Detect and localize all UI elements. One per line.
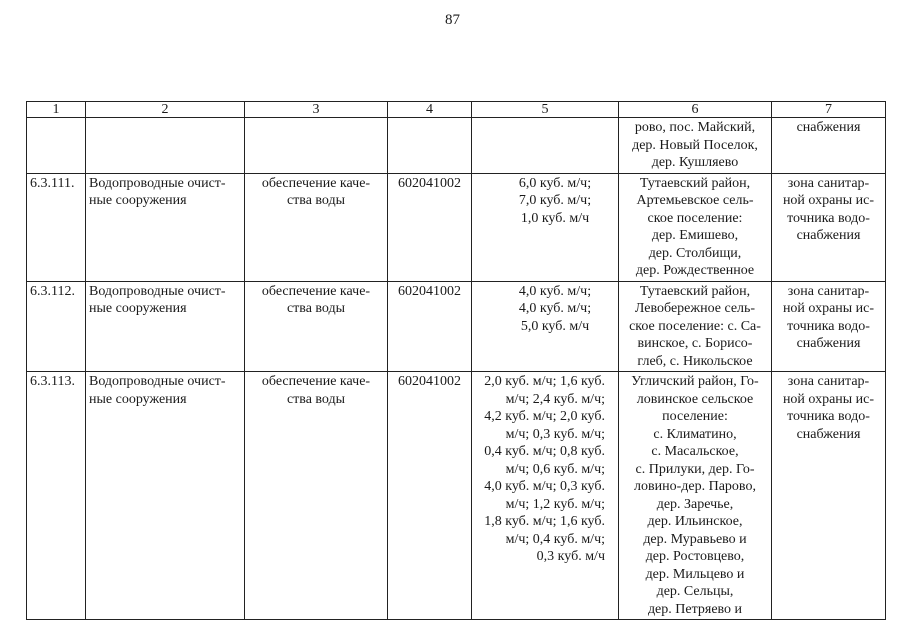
cell-zone — [772, 173, 886, 281]
cell-number: 6.3.113. — [27, 372, 86, 620]
column-header: 1 — [27, 102, 86, 118]
text-line: с. Прилуки, дер. Го- — [635, 461, 755, 477]
column-header: 7 — [772, 102, 886, 118]
text-line: ства воды — [286, 193, 346, 208]
cell-location — [619, 118, 772, 174]
table-row — [27, 372, 886, 620]
text-line: ной охраны ис- — [782, 193, 875, 208]
text-line: снабжения — [796, 426, 861, 442]
cell-capacity — [472, 281, 619, 372]
text-line: 6,0 куб. м/ч; — [518, 175, 592, 191]
text-line: снабжения — [796, 120, 861, 135]
text-line: дер. Муравьево и — [643, 531, 747, 547]
text-line: обеспечение каче- — [261, 283, 371, 299]
text-line: 5,0 куб. м/ч — [520, 318, 590, 334]
text-line: дер. Кушляево — [651, 155, 739, 170]
text-line: обеспечение каче- — [261, 374, 371, 389]
text-line: 0,4 куб. м/ч; 0,8 куб. — [484, 444, 605, 459]
cell-number — [27, 118, 86, 174]
text-line: 4,0 куб. м/ч; — [518, 283, 592, 299]
text-line: точника водо- — [787, 409, 870, 424]
cell-capacity — [472, 372, 619, 620]
text-line: дер. Мильцево и — [645, 566, 745, 582]
data-table — [26, 101, 886, 620]
text-line: Угличский район, Го- — [631, 374, 759, 389]
cell-capacity — [472, 118, 619, 174]
text-line: дер. Заречье, — [656, 496, 734, 512]
continuation-row — [27, 118, 886, 174]
text-line: м/ч; 0,6 куб. м/ч; — [505, 461, 605, 477]
text-line: 1,8 куб. м/ч; 1,6 куб. — [484, 514, 605, 529]
cell-location — [619, 372, 772, 620]
page-number: 87 — [445, 12, 460, 28]
cell-code: 602041002 — [388, 173, 472, 281]
text-line: дер. Емишево, — [651, 228, 739, 243]
text-line: Водопроводные очист- — [89, 374, 226, 389]
table-row — [27, 281, 886, 372]
cell-location — [619, 173, 772, 281]
text-line: с. Климатино, — [653, 426, 737, 442]
text-line: глеб, с. Никольское — [637, 353, 753, 369]
cell-name — [86, 372, 245, 620]
text-line: зона санитар- — [787, 175, 870, 191]
text-line: винское, с. Борисо- — [637, 336, 753, 351]
text-line: Тутаевский район, — [639, 175, 751, 191]
text-line: м/ч; 1,2 куб. м/ч; — [505, 496, 605, 512]
text-line: ства воды — [286, 391, 346, 407]
cell-purpose — [245, 281, 388, 372]
column-header: 4 — [388, 102, 472, 118]
cell-name — [86, 173, 245, 281]
text-line: точника водо- — [787, 318, 870, 334]
text-line: снабжения — [796, 336, 861, 351]
table-row — [27, 173, 886, 281]
text-line: поселение: — [662, 409, 728, 424]
text-line: снабжения — [796, 228, 861, 243]
cell-zone — [772, 372, 886, 620]
text-line: с. Масальское, — [651, 444, 739, 459]
text-line: зона санитар- — [787, 283, 870, 299]
text-line: 4,0 куб. м/ч; — [518, 301, 592, 316]
text-line: 4,0 куб. м/ч; 0,3 куб. — [484, 479, 605, 494]
text-line: Водопроводные очист- — [89, 175, 226, 191]
text-line: ной охраны ис- — [782, 301, 875, 316]
text-line: дер. Петряево и — [647, 601, 743, 617]
text-line: Тутаевский район, — [639, 283, 751, 299]
cell-purpose — [245, 173, 388, 281]
text-line: м/ч; 0,3 куб. м/ч; — [505, 426, 605, 442]
text-line: ные сооружения — [89, 301, 187, 316]
text-line: рово, пос. Майский, — [634, 120, 756, 135]
text-line: зона санитар- — [787, 374, 870, 389]
cell-number: 6.3.111. — [27, 173, 86, 281]
text-line: 0,3 куб. м/ч — [536, 549, 605, 564]
text-line: 4,2 куб. м/ч; 2,0 куб. — [484, 409, 605, 424]
cell-location — [619, 281, 772, 372]
cell-zone — [772, 118, 886, 174]
cell-zone — [772, 281, 886, 372]
text-line: дер. Рождественное — [635, 263, 755, 278]
cell-capacity — [472, 173, 619, 281]
cell-code: 602041002 — [388, 281, 472, 372]
text-line: ловино-дер. Парово, — [634, 479, 756, 494]
text-line: дер. Столбищи, — [648, 245, 742, 261]
text-line: 1,0 куб. м/ч — [520, 210, 590, 226]
text-line: ское поселение: — [647, 210, 743, 226]
text-line: Артемьевское сель- — [636, 193, 754, 208]
text-line: ные сооружения — [89, 193, 187, 208]
text-line: дер. Ильинское, — [647, 514, 743, 529]
cell-purpose — [245, 372, 388, 620]
text-line: ловинское сельское — [636, 391, 754, 407]
text-line: ной охраны ис- — [782, 391, 875, 407]
column-header: 6 — [619, 102, 772, 118]
cell-name — [86, 281, 245, 372]
column-header: 3 — [245, 102, 388, 118]
text-line: 7,0 куб. м/ч; — [518, 193, 592, 208]
text-line: точника водо- — [787, 210, 870, 226]
text-line: ское поселение: с. Са- — [629, 318, 761, 334]
text-line: ные сооружения — [89, 391, 187, 407]
cell-name — [86, 118, 245, 174]
column-header: 2 — [86, 102, 245, 118]
text-line: м/ч; 0,4 куб. м/ч; — [505, 531, 605, 547]
text-line: 2,0 куб. м/ч; 1,6 куб. — [484, 374, 605, 389]
text-line: обеспечение каче- — [261, 175, 371, 191]
text-line: Водопроводные очист- — [89, 283, 226, 299]
text-line: дер. Новый Поселок, — [632, 137, 758, 153]
table-header-row — [27, 102, 886, 118]
text-line: ства воды — [286, 301, 346, 316]
column-header: 5 — [472, 102, 619, 118]
text-line: дер. Ростовцево, — [645, 549, 745, 564]
cell-code — [388, 118, 472, 174]
cell-number: 6.3.112. — [27, 281, 86, 372]
text-line: Левобережное сель- — [634, 301, 756, 316]
text-line: м/ч; 2,4 куб. м/ч; — [505, 391, 605, 407]
cell-code: 602041002 — [388, 372, 472, 620]
cell-purpose — [245, 118, 388, 174]
text-line: дер. Сельцы, — [656, 584, 734, 599]
